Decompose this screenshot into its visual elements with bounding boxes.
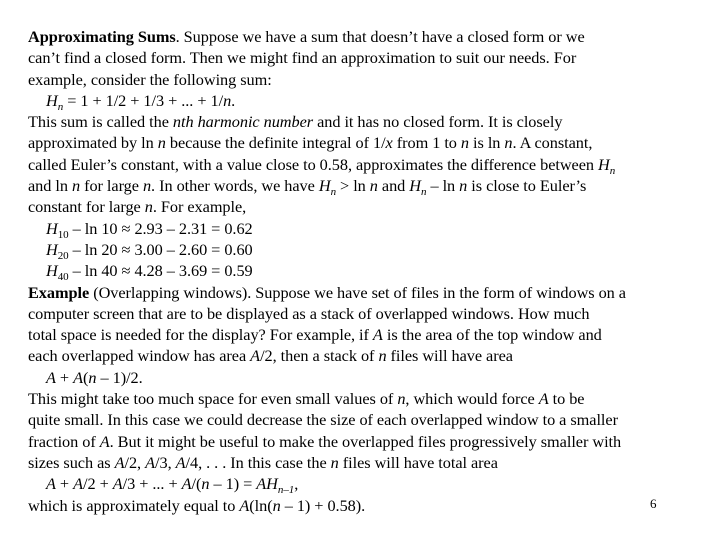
section-heading-example: Example [28,282,90,302]
paragraph-line: example, consider the following sum: [28,69,272,89]
example-formula-h40: $H_{40} - \ln 40 \approx 4.28 - 3.69 = 0.59$ [46,261,253,284]
paragraph-line: constant for large n. For example, [28,197,247,217]
harmonic-number-formula: $H_n = 1 + 1/2 + 1/3$ + ... + 1/n. [46,90,236,113]
paragraph-line: Example (Overlapping windows). Suppose we have set of files in the form of windows on a [28,282,626,302]
paragraph-line: approximated by ln n because the definite integral of 1/x from 1 to n is ln n. A constant, [28,133,593,153]
paragraph-line: computer screen that are to be displayed as a stack of overlapped windows. How much [28,303,590,323]
paragraph-line: called Euler’s constant, with a value close to 0.58, approximates the difference between $H_n$ [28,154,616,177]
example-formula-h20: $H_{20} - \ln 20 \approx 3.00 - 2.60 = 0.60$ [46,239,253,262]
paragraph-line: fraction of A. But it might be useful to make the overlapped files progressively smaller with [28,431,622,451]
section-heading-approximating-sums: Approximating Sums [28,27,176,46]
example-formula-h10: $H_{10} - \ln 10 \approx 2.93 - 2.31 = 0.62$ [46,218,253,241]
paragraph-line: Approximating Sums. Suppose we have a sum that doesn’t have a closed form or we [28,27,585,46]
paragraph-line: can’t find a closed form. Then we might find an approximation to suit our needs. For [28,48,577,68]
paragraph-line: each overlapped window has area A/2, then a stack of n files will have area [28,346,513,366]
paragraph-line: total space is needed for the display? For example, if A is the area of the top window and [28,325,602,345]
paragraph-line: This sum is called the nth harmonic number and it has no closed form. It is closely [28,112,563,132]
paragraph-line: quite small. In this case we could decrease the size of each overlapped window to a smaller [28,410,618,430]
slide-body [28,26,698,516]
page-number: 6 [650,496,657,511]
stack-area-formula: A + A(n – 1)/2. [46,367,143,387]
paragraph-line: This might take too much space for even small values of n, which would force A to be [28,389,585,409]
total-area-formula: A + A/2 + A/3 + ... + $A/(n - 1) = AH_{n-1}$, [46,474,299,497]
paragraph-line: sizes such as A/2, A/3, A/4, . . . In this case the n files will have total area [28,452,498,472]
paragraph-line: and ln n for large n. In other words, we have $H_n > \ln n$ and $H_n$ – ln n is close to Euler’s [28,176,587,199]
paragraph-line: which is approximately equal to A(ln(n – 1) + 0.58). [28,495,366,515]
